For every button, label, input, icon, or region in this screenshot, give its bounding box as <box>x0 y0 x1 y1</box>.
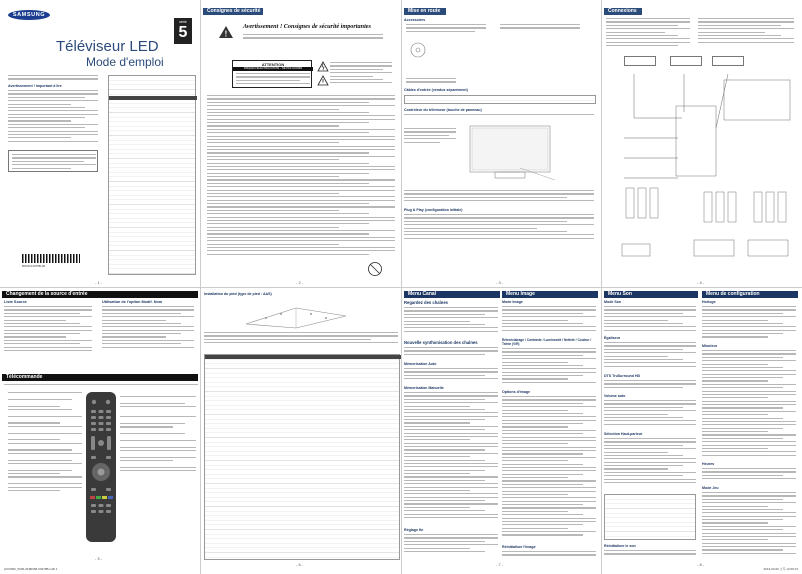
plug-play-text <box>404 214 594 250</box>
page-number: - 3 - <box>496 280 504 285</box>
memorisation-manuelle-text <box>404 392 498 524</box>
device-box <box>712 56 744 66</box>
dts-text <box>604 380 696 392</box>
remote-labels-left <box>8 392 82 542</box>
footer-right: 2013-03-06 오후 12:09:13 <box>763 567 798 571</box>
nouvelle-synth-title: Nouvelle synthonisation des chaînes <box>404 340 478 345</box>
egaliseur-text <box>604 342 696 372</box>
connections-diagram <box>604 68 798 278</box>
safety-banner <box>215 18 395 50</box>
page-number: - 4 - <box>697 280 705 285</box>
controller-legend <box>404 128 456 148</box>
mode-son-title: Mode Son <box>604 300 622 304</box>
selection-hp-title: Sélection Haut-parleur <box>604 432 643 436</box>
safety-text <box>207 95 395 260</box>
horloge-text <box>702 306 796 342</box>
reglage-fin-text <box>404 534 498 560</box>
minuteur-text <box>702 350 796 460</box>
volume-auto-text <box>604 400 696 430</box>
connexions-text-right <box>698 18 794 52</box>
regardez-title: Regardez des chaînes <box>404 300 448 305</box>
connexions-text-left <box>606 18 690 52</box>
source-header: Changement de la source d'entrée <box>6 291 88 297</box>
safety-header: Consignes de sécurité importantes <box>203 8 263 15</box>
cover-note-box <box>8 150 98 172</box>
heures-title: Heures <box>702 462 715 466</box>
page-number: - 7 - <box>496 562 504 567</box>
dts-title: DTS TruSurround HD <box>604 374 641 378</box>
memorisation-auto-title: Mémorisation Auto <box>404 362 437 366</box>
telecommande-header: Télécommande <box>6 374 43 380</box>
warning-triangle-icon <box>219 26 233 38</box>
options-image-text <box>502 396 596 542</box>
menu-canal-header: Menu Canal <box>404 291 500 298</box>
svg-text:!: ! <box>224 29 228 39</box>
safety-banner-title: Avertissement ! Consignes de sécurité importantes <box>243 23 371 30</box>
fold-line <box>0 287 802 288</box>
telecommande-note <box>4 384 198 388</box>
reinitialiser-image-title: Réinitialiser l'image <box>502 545 536 549</box>
remote-control <box>86 392 116 542</box>
memorisation-auto-text <box>404 368 498 384</box>
retroeclairage-text <box>502 348 596 388</box>
menu-config-header: Menu de configuration <box>702 291 798 298</box>
samsung-logo: SAMSUNG <box>8 10 50 20</box>
menu-son-header: Menu Son <box>604 291 698 298</box>
page-number: - 5 - <box>95 556 103 561</box>
barcode-text: BN68-04978B-00 <box>22 264 46 268</box>
speaker-table <box>604 494 696 540</box>
liste-source-title: Liste Source <box>4 300 27 304</box>
cables-table <box>404 95 596 104</box>
reinitialiser-son-title: Réinitialiser le son <box>604 544 636 548</box>
barcode <box>22 254 80 263</box>
mode-image-title: Mode Image <box>502 300 523 304</box>
cover-warning-title: Avertissement ! Important à lire <box>8 84 62 88</box>
device-box <box>624 56 656 66</box>
plug-play-title: Plug & Play (configuration initiale) <box>404 208 463 212</box>
warranty-table <box>108 75 196 275</box>
stand-diagram <box>236 302 356 330</box>
attention-box <box>232 60 312 88</box>
install-title: Installation du pied (type de pied : AAS) <box>204 292 272 296</box>
horloge-title: Horloge <box>702 300 716 304</box>
menu-image-header: Menu Image <box>502 291 598 298</box>
install-notes <box>204 332 398 350</box>
volume-auto-title: Volume auto <box>604 394 626 398</box>
mode-image-text <box>502 306 596 336</box>
tv-controller-diagram <box>460 124 570 186</box>
cover-warning-text <box>8 90 98 148</box>
symbol-descriptions <box>330 62 392 88</box>
footer-left: [UC5000_5006-ZF]BN68-04978B.indb 1 <box>4 567 58 571</box>
nouvelle-synth-text <box>404 347 498 359</box>
attention-sub: RISQUE D'ÉLECTROCUTION – NE PAS OUVRIR <box>243 67 303 70</box>
device-box <box>670 56 702 66</box>
reinitialiser-son-text <box>604 550 696 558</box>
modif-nom-title: Utilisation de l'option Modif. Nom <box>102 300 163 304</box>
liste-source-text <box>4 306 92 366</box>
egaliseur-title: Égaliseur <box>604 336 621 340</box>
heures-text <box>702 468 796 482</box>
cover-subtitle: Mode d'emploi <box>86 55 164 69</box>
remote-labels-right <box>120 396 196 542</box>
mode-jeu-title: Mode Jeu <box>702 486 719 490</box>
minuteur-title: Minuteur <box>702 344 718 348</box>
mode-son-text <box>604 306 696 334</box>
reglage-fin-title: Réglage fin <box>404 528 424 532</box>
reinitialiser-image-text <box>502 551 596 559</box>
cables-title: Câbles d'entrée (vendus séparément) <box>404 88 468 92</box>
accessoires-list-left <box>406 24 486 38</box>
attention-title: ATTENTION <box>261 62 285 67</box>
retroeclairage-title: Rétroéclairage / Contraste / Luminosité / Netteté / Couleur / Teinte (V/R) <box>502 338 592 346</box>
controller-title: Contrôleur du téléviseur (touche de panneau) <box>404 108 482 112</box>
mode-jeu-text <box>702 492 796 558</box>
memorisation-manuelle-title: Mémorisation Manuelle <box>404 386 444 390</box>
modif-nom-text <box>102 306 194 366</box>
mise-en-route-header: Mise en route <box>404 8 446 15</box>
series-badge: série 5 <box>174 18 192 44</box>
options-image-title: Options d'image <box>502 390 531 394</box>
regardez-text <box>404 307 498 337</box>
page-number: - 6 - <box>296 562 304 567</box>
selection-hp-text <box>604 438 696 490</box>
controller-text <box>404 114 594 119</box>
accessoires-title: Accessoires <box>404 18 426 22</box>
page-number: - 8 - <box>697 562 705 567</box>
accessoires-list-right <box>500 24 580 38</box>
controller-notes <box>404 190 594 206</box>
page-number: - 1 - <box>95 280 103 285</box>
connexions-header: Connexions <box>604 8 642 15</box>
accessoires-note <box>406 78 456 86</box>
stand-spec-table <box>204 354 400 560</box>
page-number: - 2 - <box>296 280 304 285</box>
cover-title: Téléviseur LED <box>56 38 159 55</box>
cover-note <box>8 75 98 83</box>
